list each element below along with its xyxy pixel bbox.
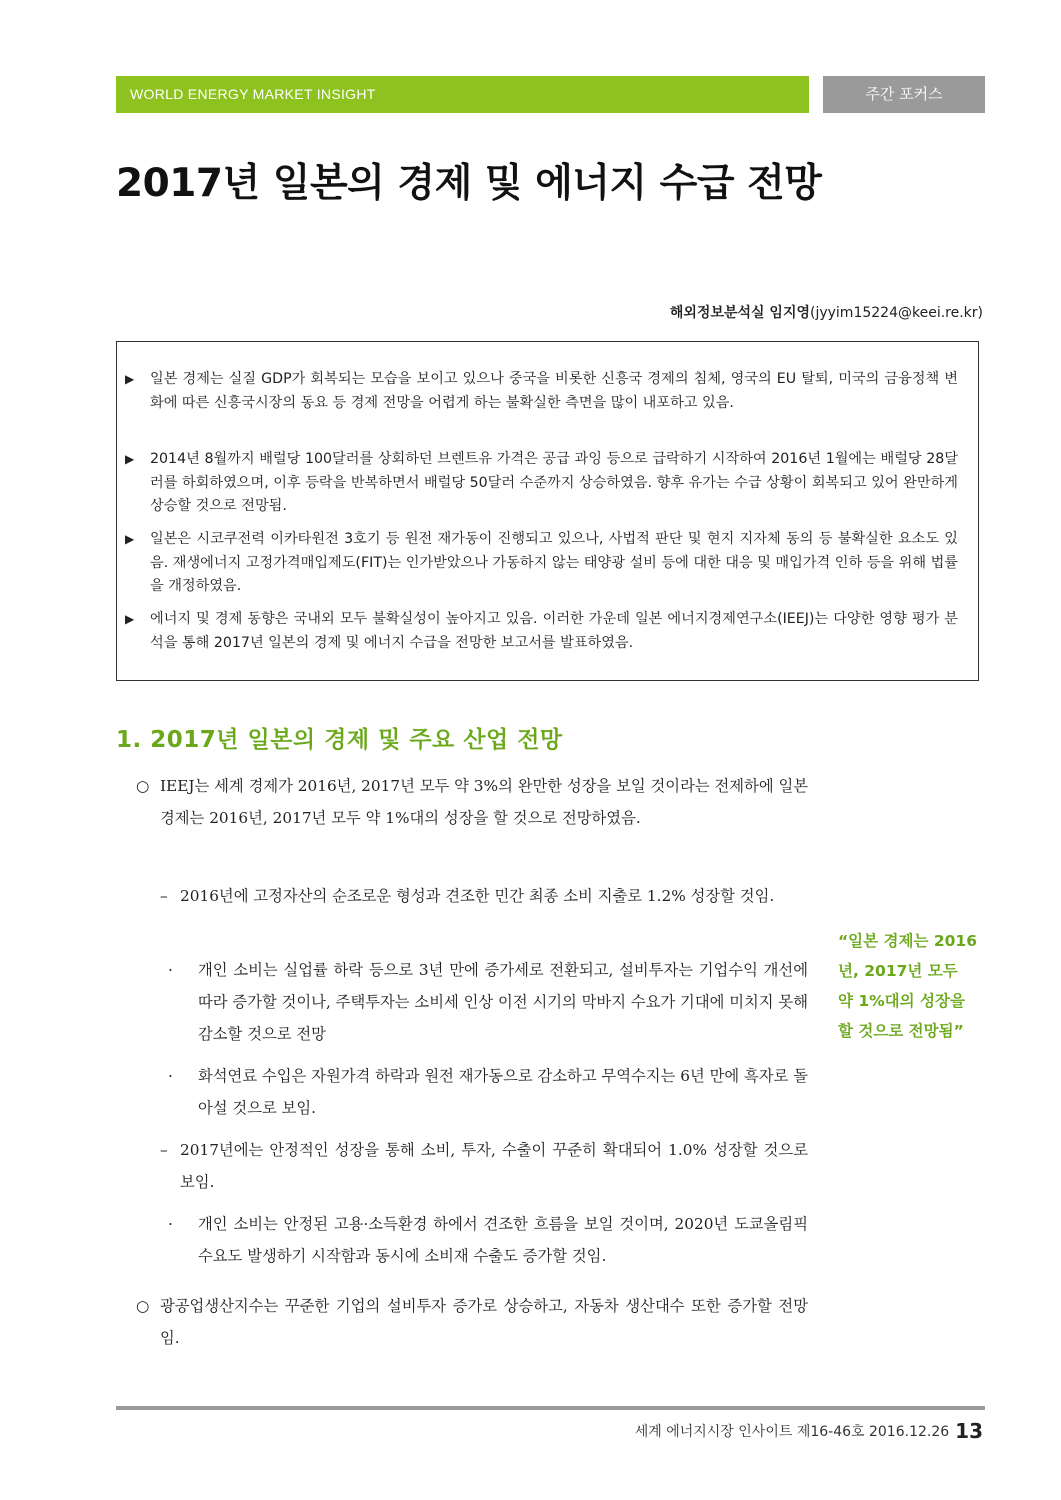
summary-item: ▶ 에너지 및 경제 동향은 국내외 모두 불확실성이 높아지고 있음. 이러한 가운데 일본 에너지경제연구소(IEEJ)는 다양한 영향 평가 분석을 통해 2017년 일본의 경제 및 에너지 수급을 전망한 보고서를 발표하였음.: [150, 608, 958, 655]
dash-bullet-icon: –: [160, 887, 168, 905]
header-banner-text: WORLD ENERGY MARKET INSIGHT: [130, 86, 376, 102]
page-title: 2017년 일본의 경제 및 에너지 수급 전망: [116, 161, 822, 206]
circle-bullet-icon: ○: [136, 777, 150, 795]
author-dept: 해외정보분석실 임지영: [669, 305, 810, 321]
author-email: (jyyim15224@keei.re.kr): [810, 305, 983, 321]
paragraph-dot: · 화석연료 수입은 자원가격 하락과 원전 재가동으로 감소하고 무역수지는 6년 만에 흑자로 돌아설 것으로 보임.: [198, 1060, 808, 1124]
dot-bullet-icon: ·: [168, 961, 173, 979]
paragraph-circle: ○ IEEJ는 세계 경제가 2016년, 2017년 모두 약 3%의 완만한 성장을 보일 것이라는 전제하에 일본 경제는 2016년, 2017년 모두 약 1%대의 성장을 할 것으로 전망하였음.: [160, 770, 808, 834]
section-tag: 주간 포커스: [823, 76, 985, 113]
header-banner: [116, 76, 809, 113]
bullet-triangle-icon: ▶: [125, 372, 135, 386]
footer: [635, 1419, 983, 1443]
dot-bullet-icon: ·: [168, 1067, 173, 1085]
paragraph-dash: – 2017년에는 안정적인 성장을 통해 소비, 투자, 수출이 꾸준히 확대되어 1.0% 성장할 것으로 보임.: [180, 1134, 808, 1198]
footer-publication: 세계 에너지시장 인사이트 제16-46호 2016.12.26: [634, 1424, 950, 1440]
dot-bullet-icon: ·: [168, 1215, 173, 1233]
pull-quote: “일본 경제는 2016년, 2017년 모두 약 1%대의 성장을 할 것으로 전망됨”: [838, 932, 977, 1040]
summary-item: ▶ 일본은 시코쿠전력 이카타원전 3호기 등 원전 재가동이 진행되고 있으나, 사법적 판단 및 현지 지자체 동의 등 불확실한 요소도 있음. 재생에너지 고정가격매입제도(FIT)는 인가받았으나 가동하지 않는 태양광 설비 등에 대한 대응 및 매입가격 인하 등을 위해 법률을 개정하였음.: [150, 528, 958, 599]
footer-divider: [116, 1406, 985, 1410]
summary-item: ▶ 2014년 8월까지 배럴당 100달러를 상회하던 브렌트유 가격은 공급 과잉 등으로 급락하기 시작하여 2016년 1월에는 배럴당 28달러를 하회하였으며, 이후 등락을 반복하면서 배럴당 50달러 수준까지 상승하였음. 향후 유가는 수급 상황이 회복되고 있어 완만하게 상승할 것으로 전망됨.: [150, 448, 958, 519]
bullet-triangle-icon: ▶: [125, 532, 135, 546]
paragraph-dash: – 2016년에 고정자산의 순조로운 형성과 견조한 민간 최종 소비 지출로 1.2% 성장할 것임.: [180, 880, 808, 912]
bullet-triangle-icon: ▶: [125, 612, 135, 626]
circle-bullet-icon: ○: [136, 1297, 150, 1315]
paragraph-dot: · 개인 소비는 안정된 고용·소득환경 하에서 견조한 흐름을 보일 것이며, 2020년 도쿄올림픽 수요도 발생하기 시작함과 동시에 소비재 수출도 증가할 것임.: [198, 1208, 808, 1272]
author-line: [670, 302, 983, 322]
section-heading: 1. 2017년 일본의 경제 및 주요 산업 전망: [116, 727, 563, 753]
summary-box: [116, 341, 979, 681]
paragraph-dot: · 개인 소비는 실업률 하락 등으로 3년 만에 증가세로 전환되고, 설비투자는 기업수익 개선에 따라 증가할 것이나, 주택투자는 소비세 인상 이전 시기의 막바지 수요가 기대에 미치지 못해 감소할 것으로 전망: [198, 954, 808, 1050]
dash-bullet-icon: –: [160, 1141, 168, 1159]
summary-item: ▶ 일본 경제는 실질 GDP가 회복되는 모습을 보이고 있으나 중국을 비롯한 신흥국 경제의 침체, 영국의 EU 탈퇴, 미국의 금융정책 변화에 따른 신흥국시장의 동요 등 경제 전망을 어렵게 하는 불확실한 측면을 많이 내포하고 있음.: [150, 368, 958, 415]
page-number: 13: [955, 1419, 983, 1443]
bullet-triangle-icon: ▶: [125, 452, 135, 466]
paragraph-circle: ○ 광공업생산지수는 꾸준한 기업의 설비투자 증가로 상승하고, 자동차 생산대수 또한 증가할 전망임.: [160, 1290, 808, 1354]
